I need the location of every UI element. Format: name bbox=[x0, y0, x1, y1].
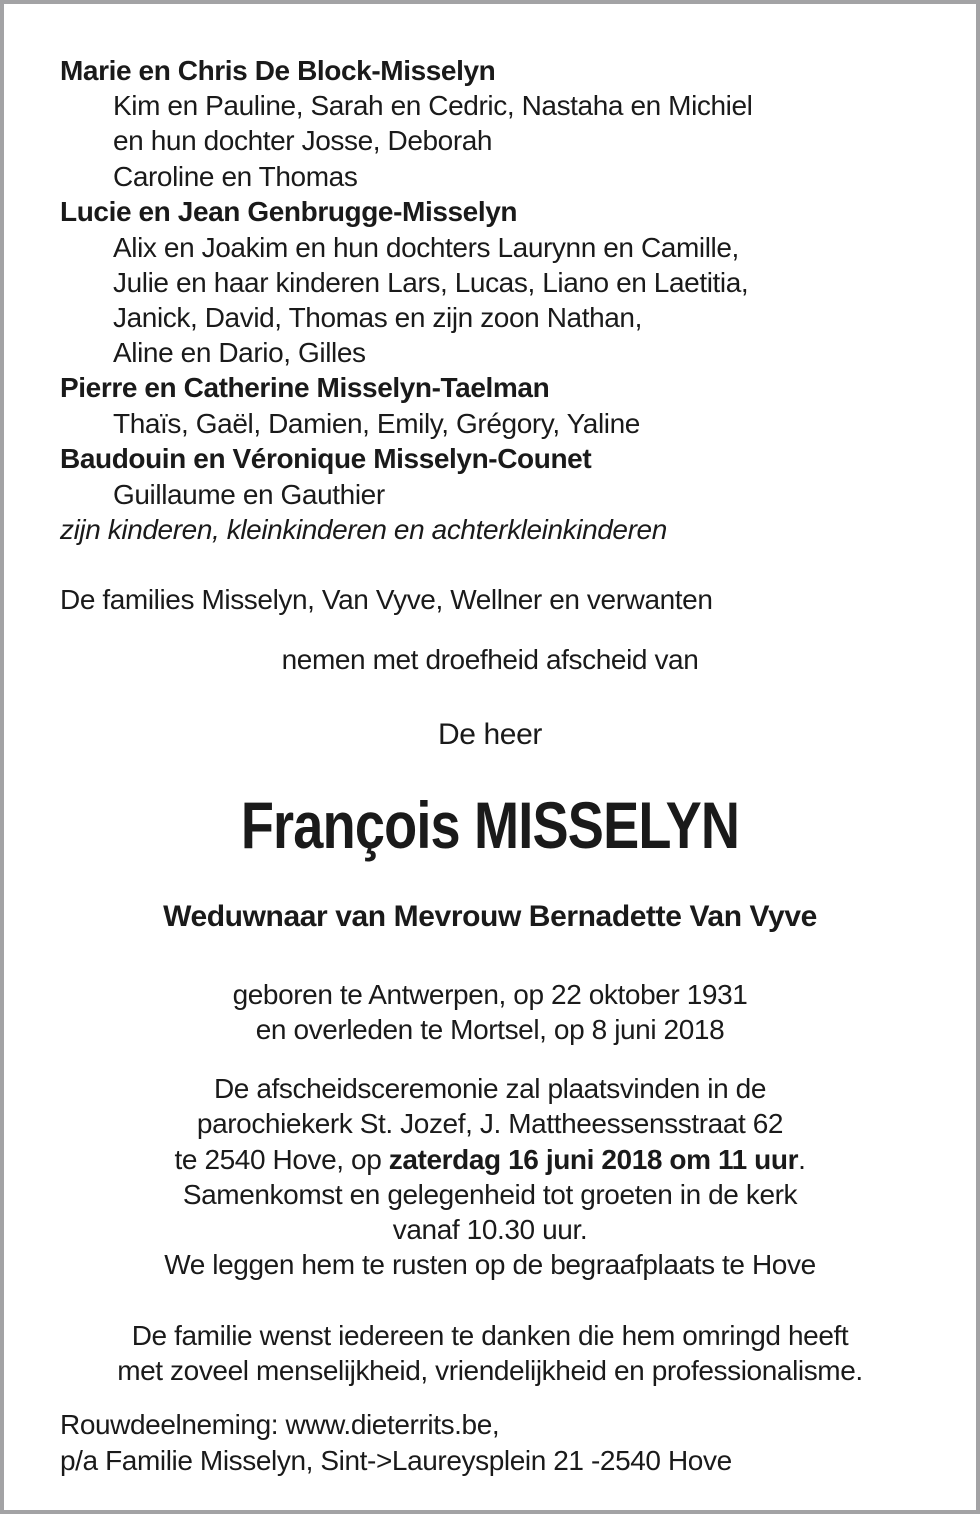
title-text: De heer bbox=[438, 718, 542, 751]
family-head: Pierre en Catherine Misselyn-Taelman bbox=[60, 372, 550, 403]
deceased-name: François MISSELYN bbox=[240, 788, 740, 862]
ceremony-text: . bbox=[798, 1144, 806, 1175]
ceremony-date: zaterdag 16 juni 2018 om 11 uur bbox=[388, 1144, 799, 1175]
ceremony-line: We leggen hem te rusten op de begraafplaats te Hove bbox=[164, 1249, 816, 1280]
family-head: Lucie en Jean Genbrugge-Misselyn bbox=[60, 196, 518, 227]
family-line: en hun dochter Josse, Deborah bbox=[113, 125, 493, 156]
condolence-line: Rouwdeelneming: www.dieterrits.be, bbox=[60, 1409, 500, 1440]
family-head: Marie en Chris De Block-Misselyn bbox=[60, 55, 496, 86]
thanks-line: De familie wenst iedereen te danken die hem omringd heeft bbox=[131, 1320, 849, 1351]
widower-text: Weduwnaar van Mevrouw Bernadette Van Vyve bbox=[163, 900, 817, 933]
family-head: Baudouin en Véronique Misselyn-Counet bbox=[60, 443, 592, 474]
ceremony-text: te 2540 Hove, op bbox=[174, 1144, 389, 1175]
family-line: Caroline en Thomas bbox=[113, 161, 358, 192]
died-text: en overleden te Mortsel, op 8 juni 2018 bbox=[255, 1014, 725, 1045]
ceremony-line: De afscheidsceremonie zal plaatsvinden in de bbox=[213, 1073, 767, 1104]
farewell-text: nemen met droefheid afscheid van bbox=[281, 644, 699, 675]
ceremony-line: vanaf 10.30 uur. bbox=[392, 1214, 588, 1245]
family-line: Julie en haar kinderen Lars, Lucas, Liano en Laetitia, bbox=[113, 267, 749, 298]
ceremony-line bbox=[0, 1143, 980, 1177]
relation-text: zijn kinderen, kleinkinderen en achterkleinkinderen bbox=[60, 514, 667, 545]
family-line: Aline en Dario, Gilles bbox=[113, 337, 366, 368]
born-text: geboren te Antwerpen, op 22 oktober 1931 bbox=[232, 979, 748, 1010]
family-line: Janick, David, Thomas en zijn zoon Nathan, bbox=[113, 302, 642, 333]
thanks-line: met zoveel menselijkheid, vriendelijkheid en professionalisme. bbox=[117, 1355, 863, 1386]
family-line: Guillaume en Gauthier bbox=[113, 479, 385, 510]
condolence-line: p/a Familie Misselyn, Sint->Laureysplein 21 -2540 Hove bbox=[60, 1445, 732, 1476]
ceremony-line: Samenkomst en gelegenheid tot groeten in de kerk bbox=[182, 1179, 798, 1210]
other-families: De families Misselyn, Van Vyve, Wellner en verwanten bbox=[60, 584, 713, 615]
family-line: Alix en Joakim en hun dochters Laurynn en Camille, bbox=[113, 232, 739, 263]
family-line: Kim en Pauline, Sarah en Cedric, Nastaha en Michiel bbox=[113, 90, 753, 121]
ceremony-line: parochiekerk St. Jozef, J. Mattheessensstraat 62 bbox=[196, 1108, 784, 1139]
family-line: Thaïs, Gaël, Damien, Emily, Grégory, Yaline bbox=[113, 408, 640, 439]
